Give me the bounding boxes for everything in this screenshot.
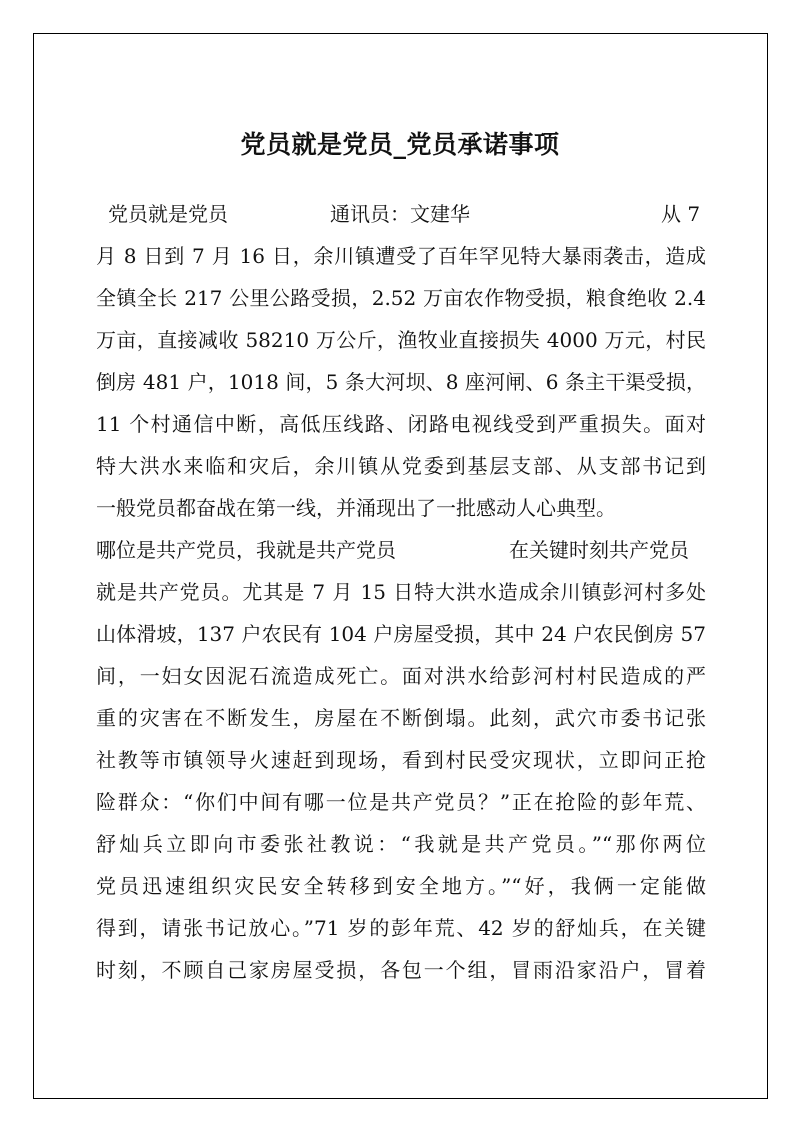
text-line: 党员迅速组织灾民安全转移到安全地方。”“好，我俩一定能做 xyxy=(96,874,706,898)
text-line: 月 8 日到 7 月 16 日，余川镇遭受了百年罕见特大暴雨袭击，造成 xyxy=(96,244,706,268)
text-line: 社教等市镇领导火速赶到现场，看到村民受灾现状，立即问正抢 xyxy=(96,748,706,772)
text-line: 得到，请张书记放心。”71 岁的彭年荒、42 岁的舒灿兵，在关键 xyxy=(96,916,706,940)
text-line: 舒灿兵立即向市委张社教说：“我就是共产党员。”“那你两位 xyxy=(96,832,706,856)
byline-text-start: 从 7 xyxy=(661,202,701,226)
text-line: 险群众：“你们中间有哪一位是共产党员？”正在抢险的彭年荒、 xyxy=(96,790,706,814)
text-line: 时刻，不顾自己家房屋受损，各包一个组，冒雨沿家沿户，冒着 xyxy=(96,958,706,982)
text-line: 就是共产党员。尤其是 7 月 15 日特大洪水造成余川镇彭河村多处 xyxy=(96,580,706,604)
byline-article-name: 党员就是党员 xyxy=(108,202,228,226)
text-line: 特大洪水来临和灾后，余川镇从党委到基层支部、从支部书记到 xyxy=(96,454,706,478)
text-line: 重的灾害在不断发生，房屋在不断倒塌。此刻，武穴市委书记张 xyxy=(96,706,706,730)
text-line: 一般党员都奋战在第一线，并涌现出了一批感动人心典型。 xyxy=(96,496,616,520)
text-line: 全镇全长 217 公里公路受损，2.52 万亩农作物受损，粮食绝收 2.4 xyxy=(96,286,706,310)
text-line: 万亩，直接减收 58210 万公斤，渔牧业直接损失 4000 万元，村民 xyxy=(96,328,706,352)
byline-reporter: 通讯员：文建华 xyxy=(330,202,470,226)
section-heading-row xyxy=(96,535,706,565)
section-heading: 哪位是共产党员，我就是共产党员 xyxy=(96,538,396,562)
text-line: 11 个村通信中断，高低压线路、闭路电视线受到严重损失。面对 xyxy=(96,412,706,436)
text-line: 倒房 481 户，1018 间，5 条大河坝、8 座河闸、6 条主干渠受损， xyxy=(96,370,706,394)
text-line: 山体滑坡，137 户农民有 104 户房屋受损，其中 24 户农民倒房 57 xyxy=(96,622,706,646)
text-line: 间，一妇女因泥石流造成死亡。面对洪水给彭河村村民造成的严 xyxy=(96,664,706,688)
byline-row xyxy=(96,199,706,229)
section-text-start: 在关键时刻共产党员 xyxy=(509,538,689,562)
document-title: 党员就是党员_党员承诺事项 xyxy=(240,130,560,159)
